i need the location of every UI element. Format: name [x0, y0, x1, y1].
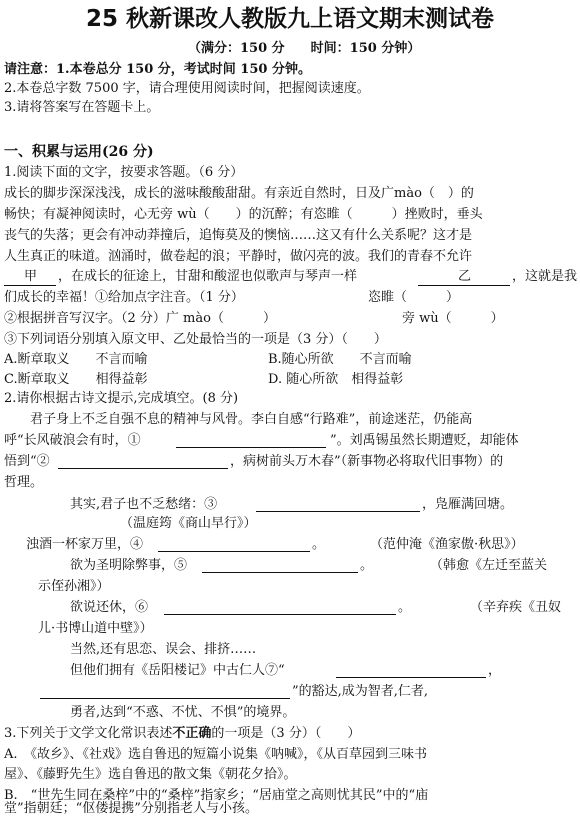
q2-line: 。: [312, 537, 326, 552]
q2-source: 示侄孙湘》）: [38, 579, 110, 594]
notice-line-1-text: 请注意：1.本卷总分 150 分，考试时间 150 分钟。: [4, 62, 311, 77]
q1-sub2: ②根据拼音写汉字。（2 分）广 màо（ ）: [4, 311, 276, 326]
q3-option-a[interactable]: A. 《故乡》、《社戏》选自鲁迅的短篇小说集《呐喊》，《从百草园到三味书: [4, 747, 428, 762]
q1-passage-line: ，在成长的征途上，甘甜和酸涩也似歌声与琴声一样: [58, 269, 358, 284]
q2-line: 君子身上不乏自强不息的精神与风骨。李白自感“行路难”，前途迷茫，仍能高: [30, 412, 473, 427]
option-a[interactable]: A.断章取义 不言而喻: [4, 352, 148, 367]
q2-source: 儿·书博山道中壁》）: [38, 621, 153, 636]
q2-source: （范仲淹《渔家傲·秋思》）: [370, 537, 524, 552]
q2-line: 浊酒一杯家万里，④: [26, 537, 144, 552]
q2-line: 但他们拥有《岳阳楼记》中古仁人⑦“: [70, 663, 285, 678]
q1-passage-line: 畅快；有凝神阅读时，心无旁 wù（ ）的沉醉；有恣睢（ ）挫败时，垂头: [4, 207, 483, 222]
q2-line: 当然,还有思恋、误会、排挤……: [70, 642, 257, 657]
q2-source: （温庭筠《商山早行》）: [120, 516, 257, 531]
q3-option-b[interactable]: B. “世先生同在桑梓”中的“桑梓”指家乡；“居庙堂之高则忧其民”中的“庙: [4, 788, 429, 803]
notice-line-3: 3.请将答案写在答题卡上。: [4, 100, 160, 115]
q2-source: （韩愈《左迁至蓝关: [430, 558, 548, 573]
section-heading: 一、积累与运用(26 分): [4, 144, 154, 160]
answer-blank-7b[interactable]: [40, 698, 290, 699]
answer-blank-2[interactable]: [58, 468, 228, 469]
q2-line: 欲为圣明除弊事，⑤: [70, 558, 188, 573]
option-d[interactable]: D. 随心所欲 相得益彰: [268, 372, 404, 387]
option-c[interactable]: C.断章取义 相得益彰: [4, 372, 148, 387]
q2-line: 哲理。: [4, 475, 44, 490]
page-subtitle: （满分：150 分 时间：150 分钟）: [188, 41, 421, 56]
q2-line: ，: [488, 663, 502, 678]
q2-line: 。: [360, 558, 374, 573]
q3-intro-a: 3.下列关于文学文化常识表述: [4, 726, 173, 741]
q1-passage-line: 成长的脚步深深浅浅，成长的滋味酸酸甜甜。有亲近自然时，日及广màо（ ）的: [4, 186, 474, 201]
q2-line: ，凫雁满回塘。: [422, 497, 514, 512]
q1-sub2-item: 旁 wù（ ）: [402, 311, 504, 326]
q2-line: 欲说还休，⑥: [70, 600, 149, 615]
q1-passage-line: ，这就是我: [512, 269, 578, 284]
q3-option-b-cont: 堂”指朝廷；“伛偻提携”分别指老人与小孩。: [4, 801, 258, 816]
answer-blank-yi[interactable]: [418, 285, 510, 286]
q3-intro-emphasis: 不正确: [172, 726, 212, 741]
answer-blank-7a[interactable]: [336, 677, 486, 678]
q2-line: 勇者,达到“不惑、不忧、不惧”的境界。: [70, 705, 296, 720]
answer-blank-jia[interactable]: [4, 285, 56, 286]
notice-line-2: 2.本卷总字数 7500 字，请合理使用阅读时间，把握阅读速度。: [4, 81, 370, 96]
q1-sub1-item: 恣睢（ ）: [368, 290, 460, 305]
answer-blank-3[interactable]: [256, 511, 420, 512]
q1-sub3: ③下列词语分别填入原文甲、乙处最恰当的一项是（3 分）（ ）: [4, 332, 387, 347]
blank-label-jia: 甲: [24, 269, 38, 284]
option-b[interactable]: B.随心所欲 不言而喻: [268, 352, 412, 367]
q2-line: ，病树前头万木春”（新事物必将取代旧事物）的: [230, 454, 504, 469]
q1-passage-line: 丧气的失落；更会有冲动莽撞后，追悔莫及的懊恼……这又有什么关系呢？这才是: [4, 228, 473, 243]
q2-line: 其实,君子也不乏愁绪：③: [70, 497, 218, 512]
answer-blank-4[interactable]: [158, 551, 310, 552]
q2-line: 。: [398, 600, 412, 615]
blank-label-yi: 乙: [458, 269, 472, 284]
q2-line: 呼“长风破浪会有时，①: [4, 433, 141, 448]
q2-line: ”。刘禹锡虽然长期遭贬，却能体: [330, 433, 519, 448]
q1-passage-line: 人生真正的味道。汹涌时，做卷起的浪；平静时，做闪亮的波。我们的青春不允许: [4, 249, 473, 264]
answer-blank-1[interactable]: [176, 447, 326, 448]
q2-line: ”的豁达,成为智者,仁者,: [292, 684, 429, 699]
q2-source: （辛弃疾《丑奴: [470, 600, 562, 615]
q2-intro: 2.请你根据古诗文提示,完成填空。(8 分): [4, 391, 239, 406]
notice-line-1: [4, 61, 311, 78]
answer-blank-6[interactable]: [164, 614, 396, 615]
answer-blank-5[interactable]: [202, 572, 358, 573]
q3-option-a-cont: 屋》、《藤野先生》选自鲁迅的散文集《朝花夕拾》。: [4, 767, 297, 782]
page-title: 25 秋新课改人教版九上语文期末测试卷: [85, 6, 494, 32]
q2-line: 悟到“②: [4, 454, 50, 469]
q1-sub1: 们成长的幸福！①给加点字注音。（1 分）: [4, 290, 244, 305]
q1-intro: 1.阅读下面的文字，按要求答题。（6 分）: [4, 165, 244, 180]
q3-intro: [4, 725, 360, 742]
q3-intro-c: 的一项是（3 分）（ ）: [211, 726, 361, 741]
